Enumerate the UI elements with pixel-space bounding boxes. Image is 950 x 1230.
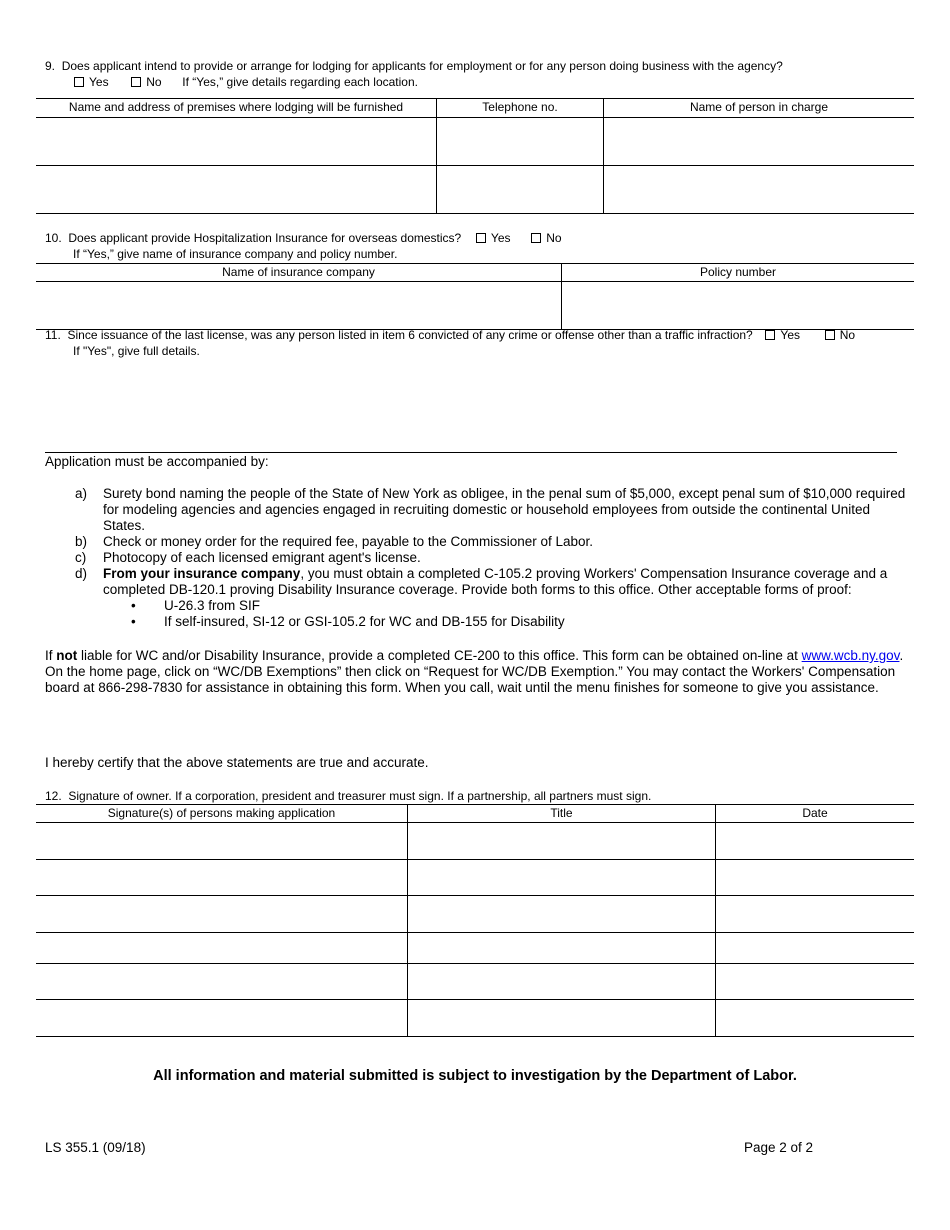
q9-col-person: Name of person in charge	[689, 100, 829, 114]
date-field[interactable]	[716, 823, 913, 858]
q10-company-field[interactable]	[37, 282, 560, 328]
title-field[interactable]	[408, 964, 714, 998]
q11-details-line	[45, 452, 897, 453]
date-field[interactable]	[716, 860, 913, 894]
page-number: Page 2 of 2	[744, 1140, 814, 1155]
investigation-notice: All information and material submitted is subject to investigation by the Department of Labor.	[153, 1068, 797, 1084]
signature-field[interactable]	[37, 860, 406, 894]
signature-field[interactable]	[37, 1000, 406, 1035]
signature-field[interactable]	[37, 933, 406, 962]
date-field[interactable]	[716, 964, 913, 998]
q10-col-policy: Policy number	[699, 265, 777, 279]
title-field[interactable]	[408, 896, 714, 931]
signature-field[interactable]	[37, 964, 406, 998]
q9-row2-premises-field[interactable]	[37, 166, 435, 212]
exemption-paragraph: If not liable for WC and/or Disability Insurance, provide a completed CE-200 to this office. This form can be obtained on-line at www.wcb.ny.gov. On the home page, click on “WC/DB Exemptions” then click on “Request for WC/DB Exemption.” You may contact the Workers' Compensation board at 866-298-7830 for assistance in obtaining this form. When you call, wait until the menu finishes for someone to give you assistance.	[45, 648, 904, 695]
q9-instruction: If “Yes,” give details regarding each location.	[182, 75, 418, 89]
q9-col-premises: Name and address of premises where lodging will be furnished	[68, 100, 404, 114]
signature-field[interactable]	[37, 896, 406, 931]
q9-no-checkbox[interactable]: No	[131, 75, 161, 89]
q9-row1-person-field[interactable]	[604, 118, 913, 164]
q11-instruction: If "Yes", give full details.	[73, 344, 200, 358]
title-field[interactable]	[408, 933, 714, 962]
form-id: LS 355.1 (09/18)	[45, 1140, 146, 1155]
q10-instruction: If “Yes,” give name of insurance company and policy number.	[73, 247, 398, 261]
q12-col-signature: Signature(s) of persons making application	[107, 806, 336, 820]
q12-col-date: Date	[802, 806, 828, 820]
q10-no-checkbox[interactable]: No	[531, 231, 561, 245]
q11-question: 11. Since issuance of the last license, was any person listed in item 6 convicted of any crime or offense other than a traffic infraction? Yes No	[45, 328, 856, 342]
accompany-item-c: c) Photocopy of each licensed emigrant agent's license.	[75, 550, 421, 565]
q9-row1-telephone-field[interactable]	[437, 118, 602, 164]
q11-yes-checkbox[interactable]: Yes	[765, 328, 800, 342]
q11-no-checkbox[interactable]: No	[825, 328, 855, 342]
title-field[interactable]	[408, 1000, 714, 1035]
q10-col-company: Name of insurance company	[222, 265, 375, 279]
q9-col-telephone: Telephone no.	[482, 100, 558, 114]
title-field[interactable]	[408, 823, 714, 858]
accompany-item-d: d) From your insurance company, you must obtain a completed C-105.2 proving Workers' Compensation Insurance coverage and a completed DB-120.1 proving Disability Insurance coverage. Provide both forms to this office. Other acceptable forms of proof:	[75, 566, 888, 597]
accompany-heading: Application must be accompanied by:	[45, 454, 269, 469]
q9-question: 9. Does applicant intend to provide or arrange for lodging for applicants for employment or for any person doing business with the agency?	[45, 59, 783, 73]
q9-yes-checkbox[interactable]: Yes	[74, 75, 109, 89]
date-field[interactable]	[716, 933, 913, 962]
q9-row2-telephone-field[interactable]	[437, 166, 602, 212]
q10-question: 10. Does applicant provide Hospitalization Insurance for overseas domestics? Yes No	[45, 231, 562, 245]
signature-field[interactable]	[37, 823, 406, 858]
q10-yes-checkbox[interactable]: Yes	[476, 231, 511, 245]
title-field[interactable]	[408, 860, 714, 894]
certification-statement: I hereby certify that the above statements are true and accurate.	[45, 755, 429, 770]
wcb-website-link[interactable]: www.wcb.ny.gov	[801, 648, 900, 663]
accompany-list	[45, 486, 915, 630]
q10-policy-field[interactable]	[562, 282, 913, 328]
q11-details-field[interactable]	[45, 362, 897, 450]
bullet-item: • If self-insured, SI-12 or GSI-105.2 for WC and DB-155 for Disability	[131, 614, 565, 629]
q9-row1-premises-field[interactable]	[37, 118, 435, 164]
q12-col-title: Title	[550, 806, 573, 820]
q9-row2-person-field[interactable]	[604, 166, 913, 212]
accompany-item-a: a) Surety bond naming the people of the State of New York as obligee, in the penal sum of $5,000, except penal sum of $10,000 required for modeling agencies and agencies engaged in recruiting domestic or household employees from outside the continental United States.	[75, 486, 906, 533]
q9-answer-row	[74, 75, 418, 90]
bullet-item: • U-26.3 from SIF	[131, 598, 261, 613]
date-field[interactable]	[716, 1000, 913, 1035]
accompany-item-b: b) Check or money order for the required fee, payable to the Commissioner of Labor.	[75, 534, 594, 549]
q12-instruction: 12. Signature of owner. If a corporation, president and treasurer must sign. If a partnership, all partners must sign.	[45, 789, 652, 803]
date-field[interactable]	[716, 896, 913, 931]
